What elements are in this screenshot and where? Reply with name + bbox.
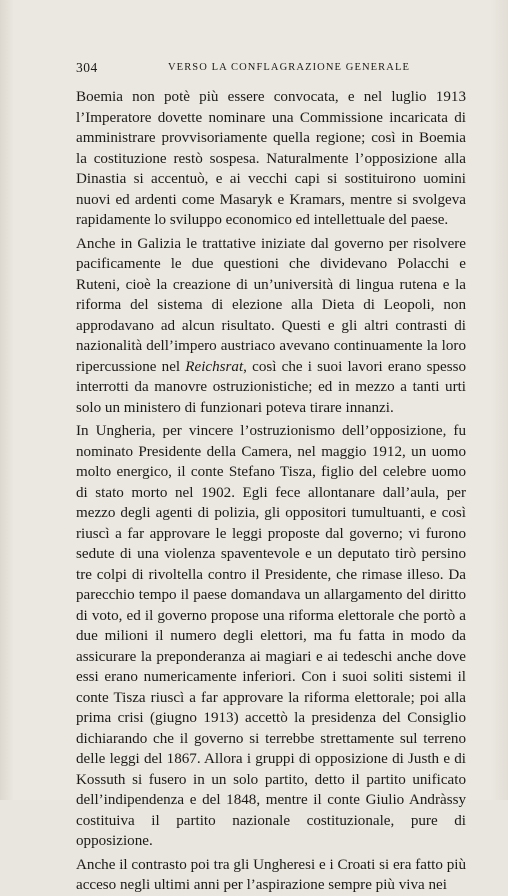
page-number: 304 <box>76 60 98 75</box>
running-title: VERSO LA CONFLAGRAZIONE GENERALE <box>168 62 410 73</box>
paragraph-boemia: Boemia non potè più essere convocata, e nel luglio 1913 l’Imperatore dovette nominare una Commissione incaricata di amministrare provvisoriamente quella regione; così in Boemia la costituzione restò sospesa. Naturalmente l’opposizione alla Dinastia si accentuò, e ai vecchi capi si sostituirono uomini nuovi ed ardenti come Masaryk e Kramars, mentre si svolgeva rapidamente lo sviluppo economico ed intellettuale del paese. <box>76 89 466 228</box>
paragraph-galizia-before: Anche in Galizia le trattative iniziate dal governo per risolvere pacificamente le due questioni che dividevano Polacchi e Ruteni, cioè la creazione di un’università di lingua rutena e la riforma del sistema di elezione alla Dieta di Leopoli, non approdavano ad alcun risultato. Questi e gli altri contrasti di nazionalità dell’impero austriaco avevano continuamente la loro ripercussione nel <box>76 235 466 375</box>
body-text <box>76 87 466 896</box>
paragraph-ungheria: In Ungheria, per vincere l’ostruzionismo dell’opposizione, fu nominato Presidente della Camera, nel maggio 1912, un uomo molto energico, il conte Stefano Tisza, figlio del celebre uomo di stato morto nel 1902. Egli fece allontanare dall’aula, per mezzo degli agenti di polizia, gli oppositori tumultuanti, e così riuscì a far approvare le leggi proposte dal governo; vi furono sedute di una violenza spaventevole e un deputato tirò persino tre colpi di rivoltella contro il Presidente, che rimase illeso. Da parecchio tempo il paese domandava un allargamento del diritto di voto, ed il governo propose una riforma elettorale che portò a due milioni il numero degli elettori, ma fu fatta in modo da assicurare la preponderanza ai magiari e ai tedeschi anche dove essi erano numericamente inferiori. Con i suoi soliti sistemi il conte Tisza riuscì a far approvare la riforma elettorale; poi alla prima crisi (giugno 1913) accettò la presidenza del Consiglio dichiarando che il governo si terrebbe strettamente sul terreno delle leggi del 1867. Allora i gruppi di opposizione di Justh e di Kossuth si fusero in un solo partito, detto il partito unificato dell’indipendenza e del 1848, mentre il conte Giulio Andràssy costituiva il partito nazionale costituzionale, pure di opposizione. <box>76 423 466 849</box>
reichsrat-term: Reichsrat <box>185 358 244 375</box>
page-header <box>76 60 466 78</box>
paragraph-croati: Anche il contrasto poi tra gli Ungheresi e i Croati si era fatto più acceso negli ultimi anni per l’aspirazione sempre più viva nei <box>76 856 466 893</box>
paragraph-galizia-after: , così che i suoi lavori erano spesso interrotti da manovre ostruzionistiche; ed in mezzo a tanti urti solo un ministero di funzionari poteva tirare innanzi. <box>76 358 466 416</box>
paragraph-galizia <box>76 234 466 419</box>
